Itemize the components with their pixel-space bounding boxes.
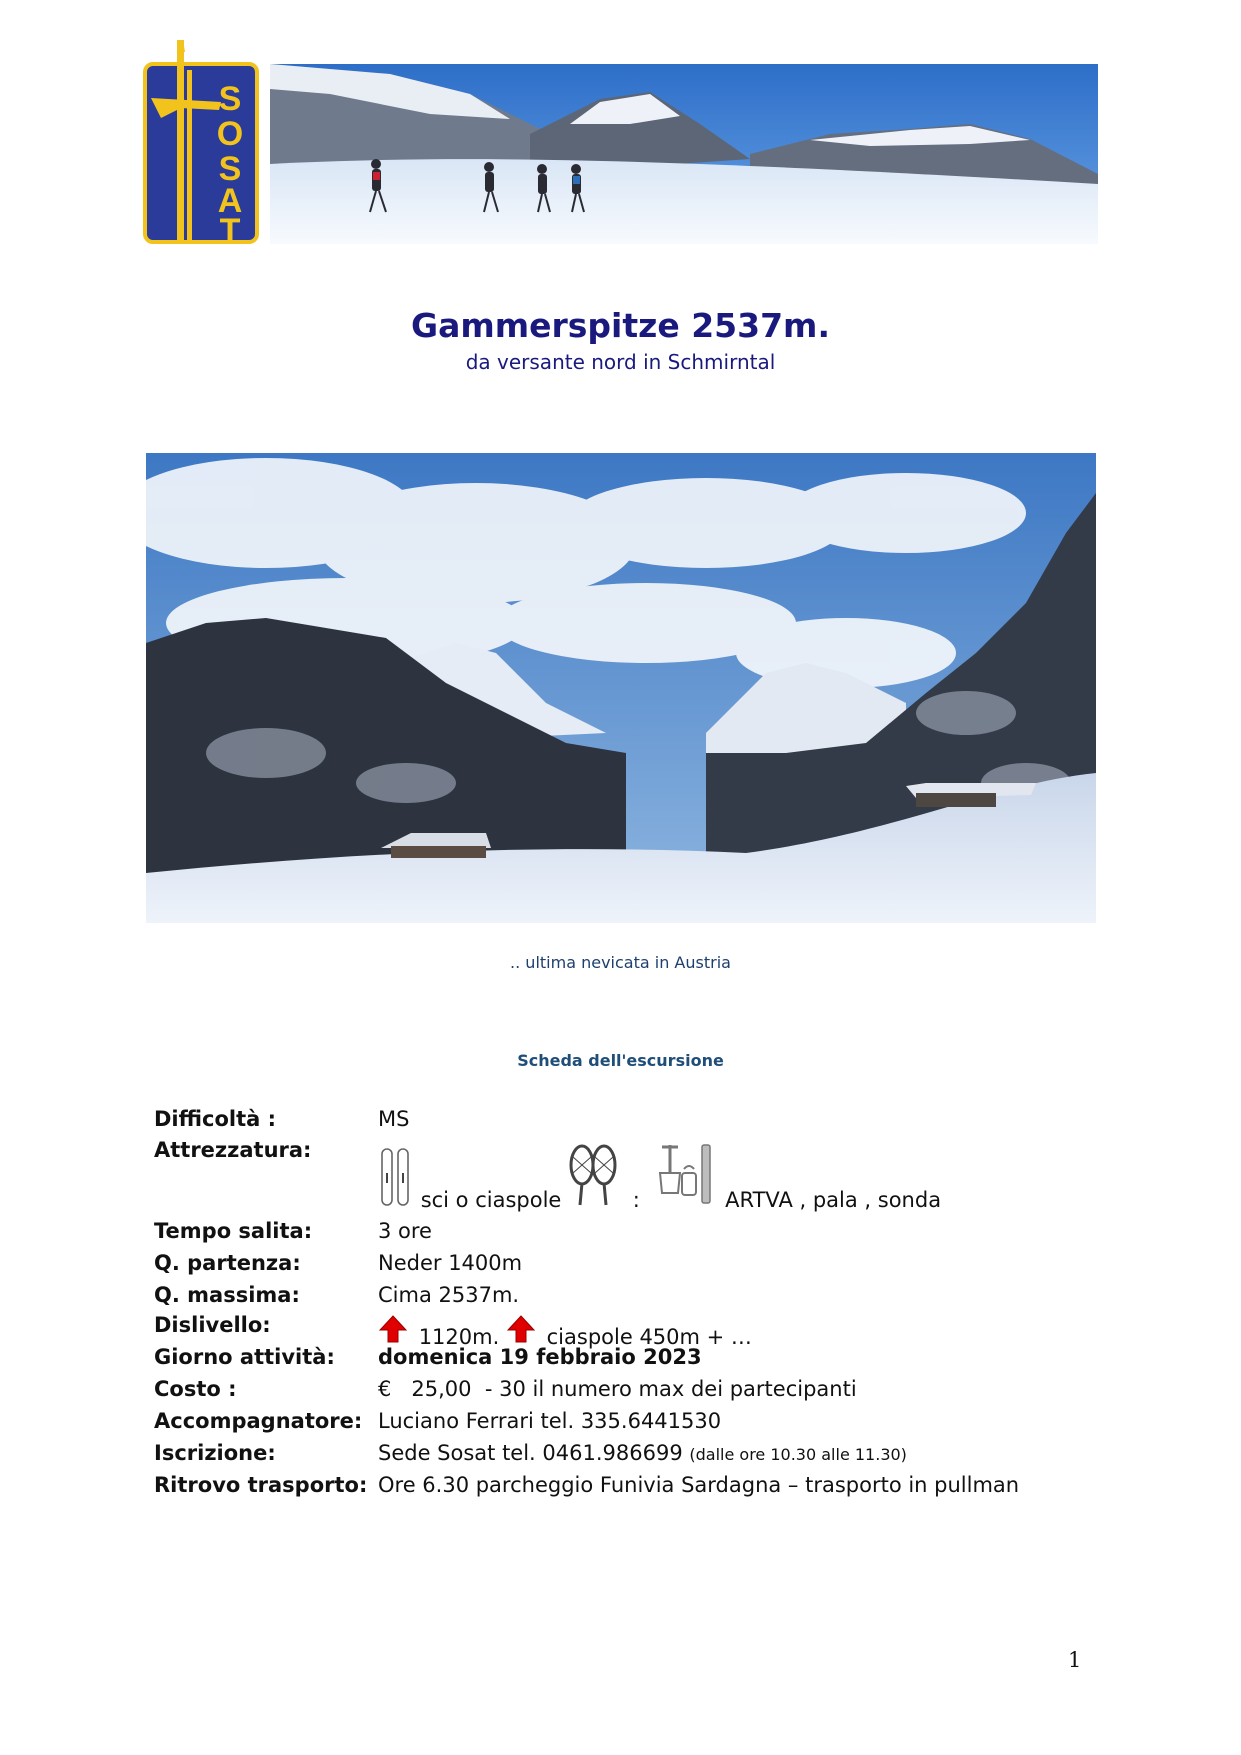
value-partenza: Neder 1400m (378, 1251, 523, 1275)
page-number: 1 (1068, 1648, 1082, 1672)
value-difficolta: MS (378, 1107, 410, 1131)
label-costo: Costo : (154, 1377, 237, 1401)
iscrizione-hours: (dalle ore 10.30 alle 11.30) (689, 1445, 907, 1464)
page-title: Gammerspitze 2537m. (411, 306, 830, 345)
label-attrezzatura: Attrezzatura: (154, 1138, 312, 1162)
ski-icon (378, 1147, 414, 1213)
label-accompagnatore: Accompagnatore: (154, 1409, 363, 1433)
sosat-logo (141, 40, 261, 246)
attrezzatura-ski-text: sci o ciaspole (420, 1188, 562, 1212)
row-attrezzatura (154, 1137, 1104, 1211)
value-ritrovo: Ore 6.30 parcheggio Funivia Sardagna – trasporto in pullman (378, 1473, 1020, 1497)
attrezzatura-separator: : (632, 1188, 640, 1212)
svg-text:S: S (218, 150, 242, 188)
value-accompagnatore: Luciano Ferrari tel. 335.6441530 (378, 1409, 722, 1433)
label-tempo-salita: Tempo salita: (154, 1219, 313, 1243)
label-dislivello: Dislivello: (154, 1313, 271, 1337)
photo-caption: .. ultima nevicata in Austria (510, 953, 731, 972)
value-tempo-salita: 3 ore (378, 1219, 432, 1243)
landscape-photo (146, 453, 1096, 923)
value-costo: € 25,00 - 30 il numero max dei partecipanti (378, 1377, 857, 1401)
svg-text:A: A (217, 182, 243, 220)
header-banner-photo (270, 64, 1098, 244)
dislivello-ski: 1120m. (418, 1325, 500, 1349)
svg-text:S: S (218, 80, 242, 118)
value-massima: Cima 2537m. (378, 1283, 520, 1307)
page-subtitle: da versante nord in Schmirntal (465, 350, 776, 374)
label-difficolta: Difficoltà : (154, 1107, 277, 1131)
label-giorno: Giorno attività: (154, 1345, 335, 1369)
attrezzatura-gear-text: ARTVA , pala , sonda (725, 1188, 942, 1212)
svg-text:O: O (216, 115, 244, 153)
label-iscrizione: Iscrizione: (154, 1441, 276, 1465)
svg-text:T: T (219, 212, 241, 246)
sheet-title: Scheda dell'escursione (517, 1051, 724, 1070)
dislivello-ciaspole: ciaspole 450m + … (546, 1325, 752, 1349)
value-attrezzatura (378, 1143, 941, 1211)
snowshoe-icon (568, 1143, 618, 1213)
avalanche-gear-icon (654, 1143, 718, 1213)
value-iscrizione (378, 1440, 907, 1468)
value-giorno: domenica 19 febbraio 2023 (378, 1345, 702, 1369)
iscrizione-phone: Sede Sosat tel. 0461.986699 (378, 1441, 683, 1465)
label-ritrovo: Ritrovo trasporto: (154, 1473, 368, 1497)
label-massima: Q. massima: (154, 1283, 300, 1307)
label-partenza: Q. partenza: (154, 1251, 301, 1275)
